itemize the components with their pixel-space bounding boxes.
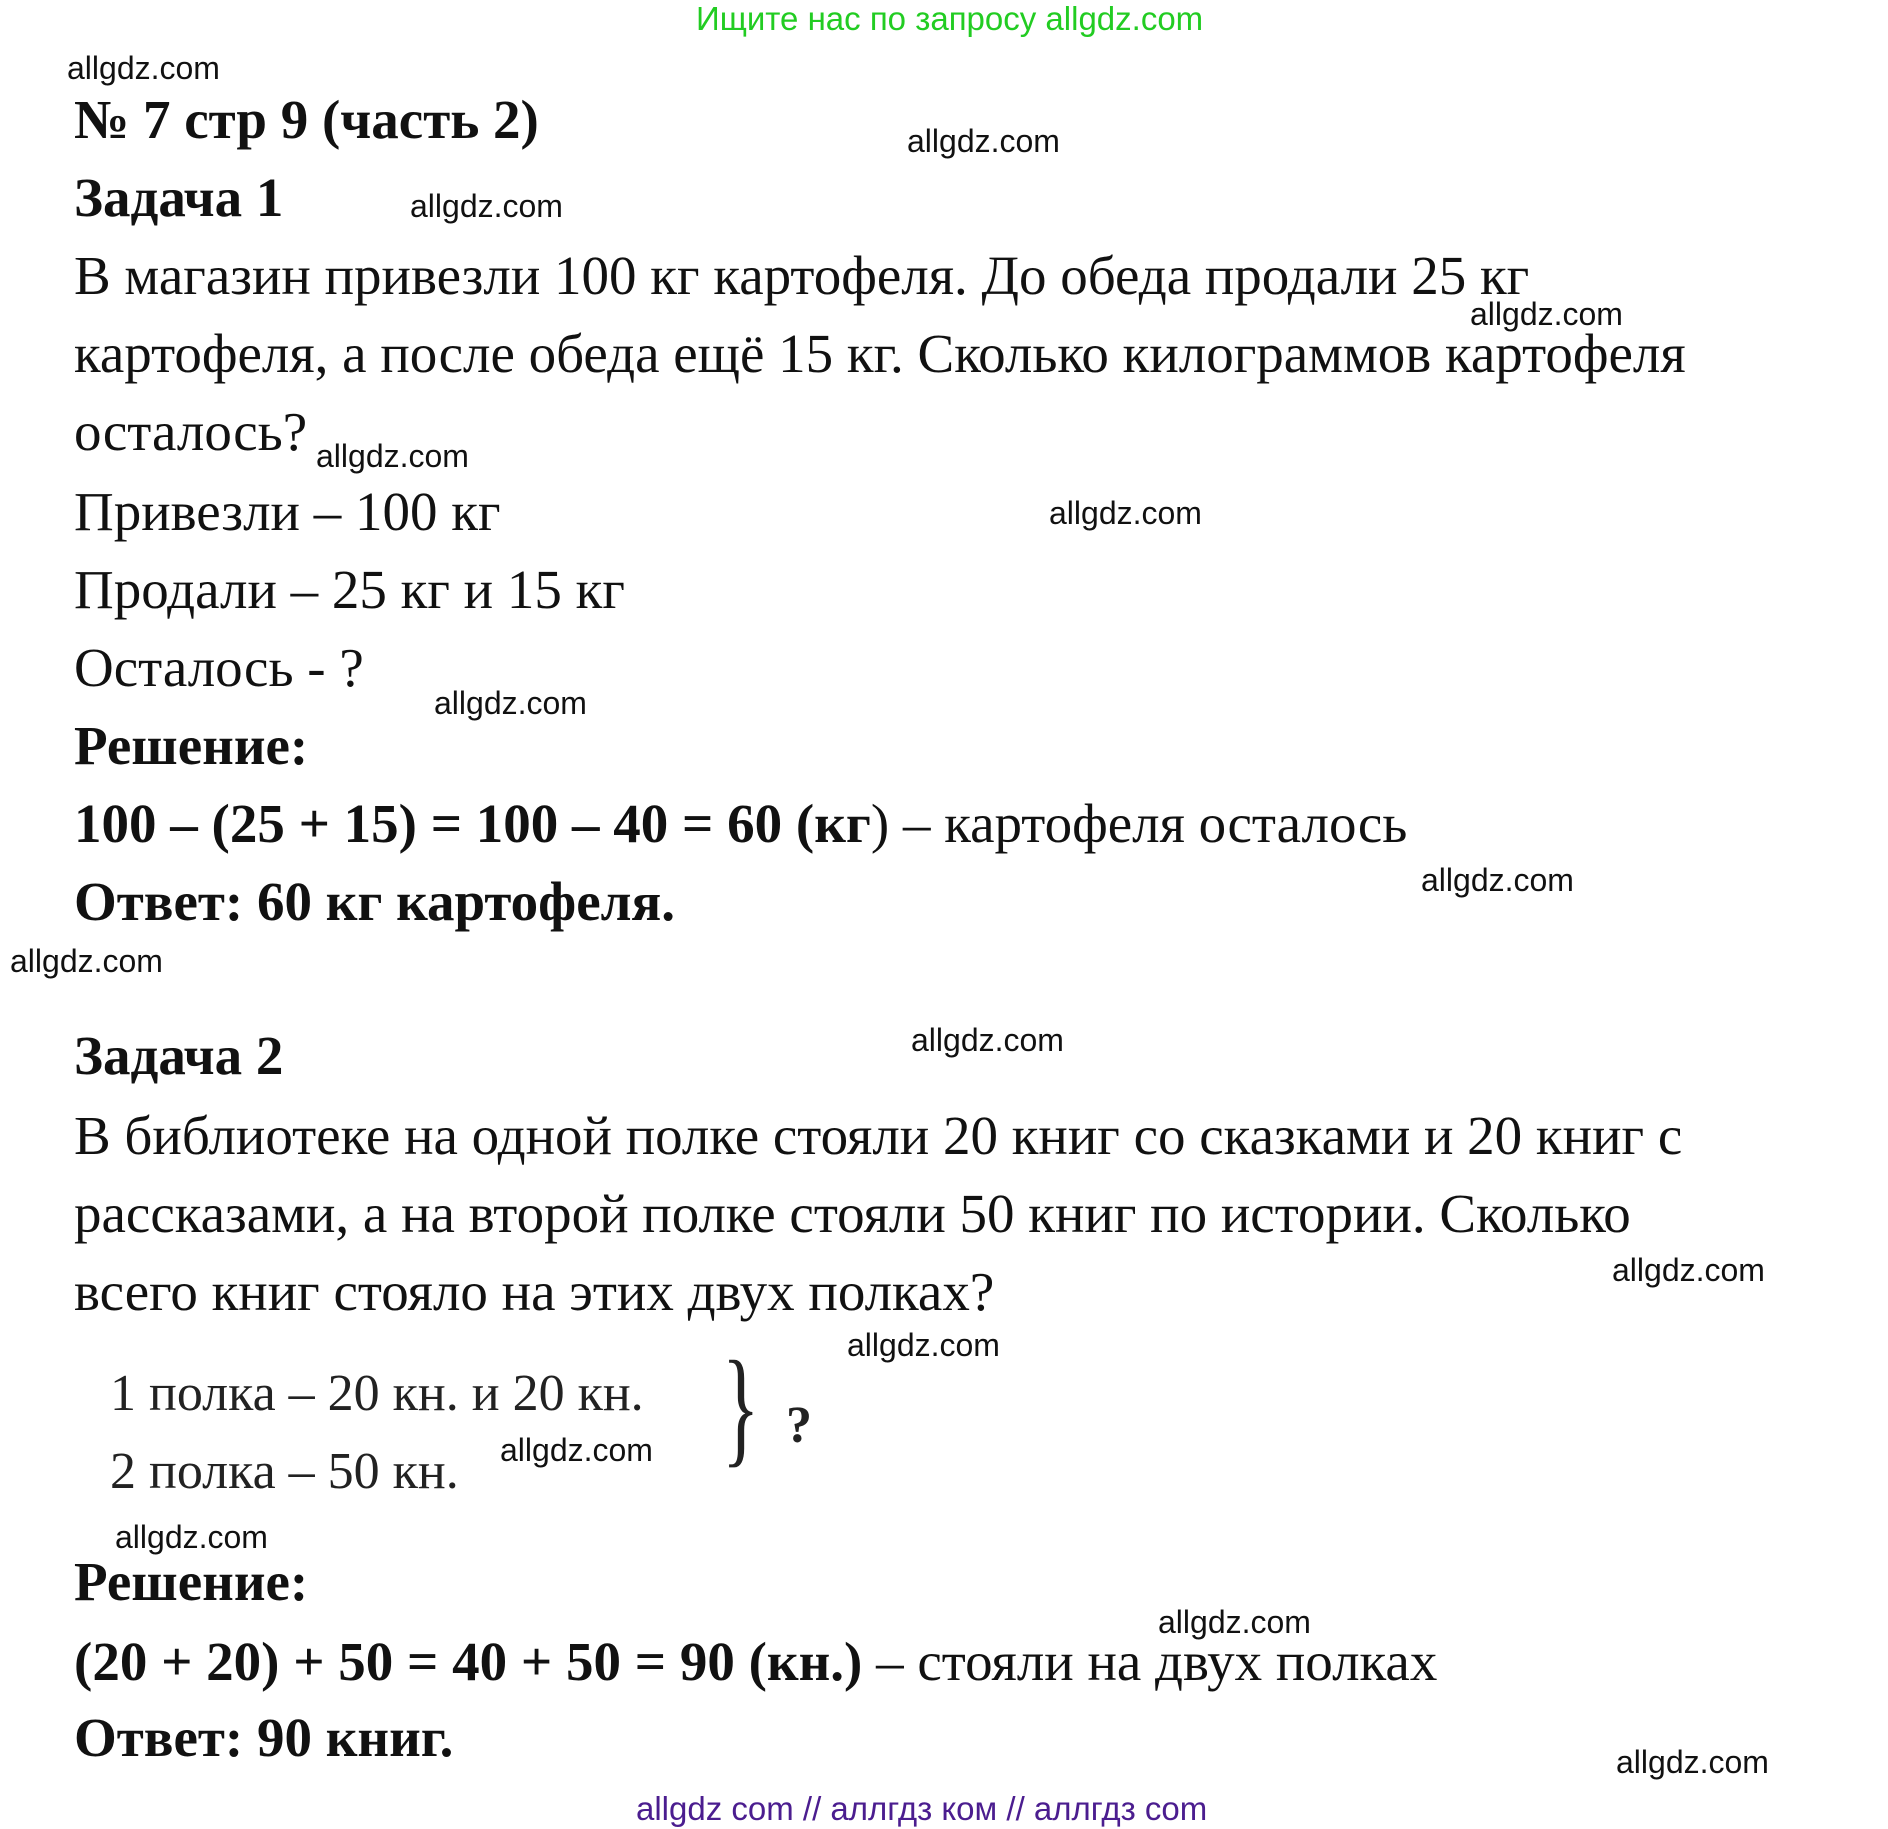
task2-answer: Ответ: 90 книг. [74,1707,454,1768]
watermark: allgdz.com [500,1432,653,1468]
task1-text-line: картофеля, а после обеда ещё 15 кг. Сколько килограммов картофеля [74,323,1686,384]
task2-text-line: всего книг стояло на этих двух полках? [74,1261,995,1322]
task2-solution-label: Решение: [74,1551,309,1612]
task1-given-line: Привезли – 100 кг [74,481,501,542]
task2-solution-text: – стояли на двух полках [862,1631,1438,1692]
task2-given-line: 2 полка – 50 кн. [110,1443,459,1500]
watermark: allgdz.com [1049,495,1202,531]
brace-icon: } [722,1335,760,1479]
task1-text-line: осталось? [74,401,308,462]
task2-question-mark: ? [786,1397,812,1454]
task2-given-line: 1 полка – 20 кн. и 20 кн. [110,1365,644,1422]
task2-solution [74,1630,1437,1693]
watermark: allgdz.com [115,1519,268,1555]
task1-solution-expression: 100 – (25 + 15) = 100 – 40 = 60 (кг [74,793,871,854]
watermark: allgdz.com [10,943,163,979]
task1-given-line: Осталось - ? [74,637,364,698]
page-title: № 7 стр 9 (часть 2) [74,89,539,150]
header-banner: Ищите нас по запросу allgdz.com [696,0,1204,37]
task1-given-line: Продали – 25 кг и 15 кг [74,559,625,620]
watermark: allgdz.com [911,1022,1064,1058]
watermark: allgdz.com [1470,296,1623,332]
task1-answer: Ответ: 60 кг картофеля. [74,871,675,932]
task1-text-line: В магазин привезли 100 кг картофеля. До обеда продали 25 кг [74,245,1530,306]
task2-text-line: рассказами, а на второй полке стояли 50 книг по истории. Сколько [74,1183,1631,1244]
task1-heading: Задача 1 [74,167,284,228]
watermark: allgdz.com [1612,1252,1765,1288]
watermark: allgdz.com [67,50,220,86]
watermark: allgdz.com [1158,1604,1311,1640]
task1-solution-text: ) – картофеля осталось [870,793,1408,854]
task1-solution-label: Решение: [74,715,309,776]
task2-solution-expression: (20 + 20) + 50 = 40 + 50 = 90 (кн.) [74,1631,863,1692]
task2-text-line: В библиотеке на одной полке стояли 20 книг со сказками и 20 книг с [74,1105,1683,1166]
watermark: allgdz.com [1421,862,1574,898]
footer-links: allgdz com // аллгдз ком // аллгдз com [636,1790,1208,1827]
watermark: allgdz.com [434,685,587,721]
watermark: allgdz.com [316,438,469,474]
watermark: allgdz.com [847,1327,1000,1363]
watermark: allgdz.com [410,188,563,224]
task2-heading: Задача 2 [74,1025,284,1086]
watermark: allgdz.com [1616,1744,1769,1780]
watermark: allgdz.com [907,123,1060,159]
task1-solution [74,792,1407,855]
